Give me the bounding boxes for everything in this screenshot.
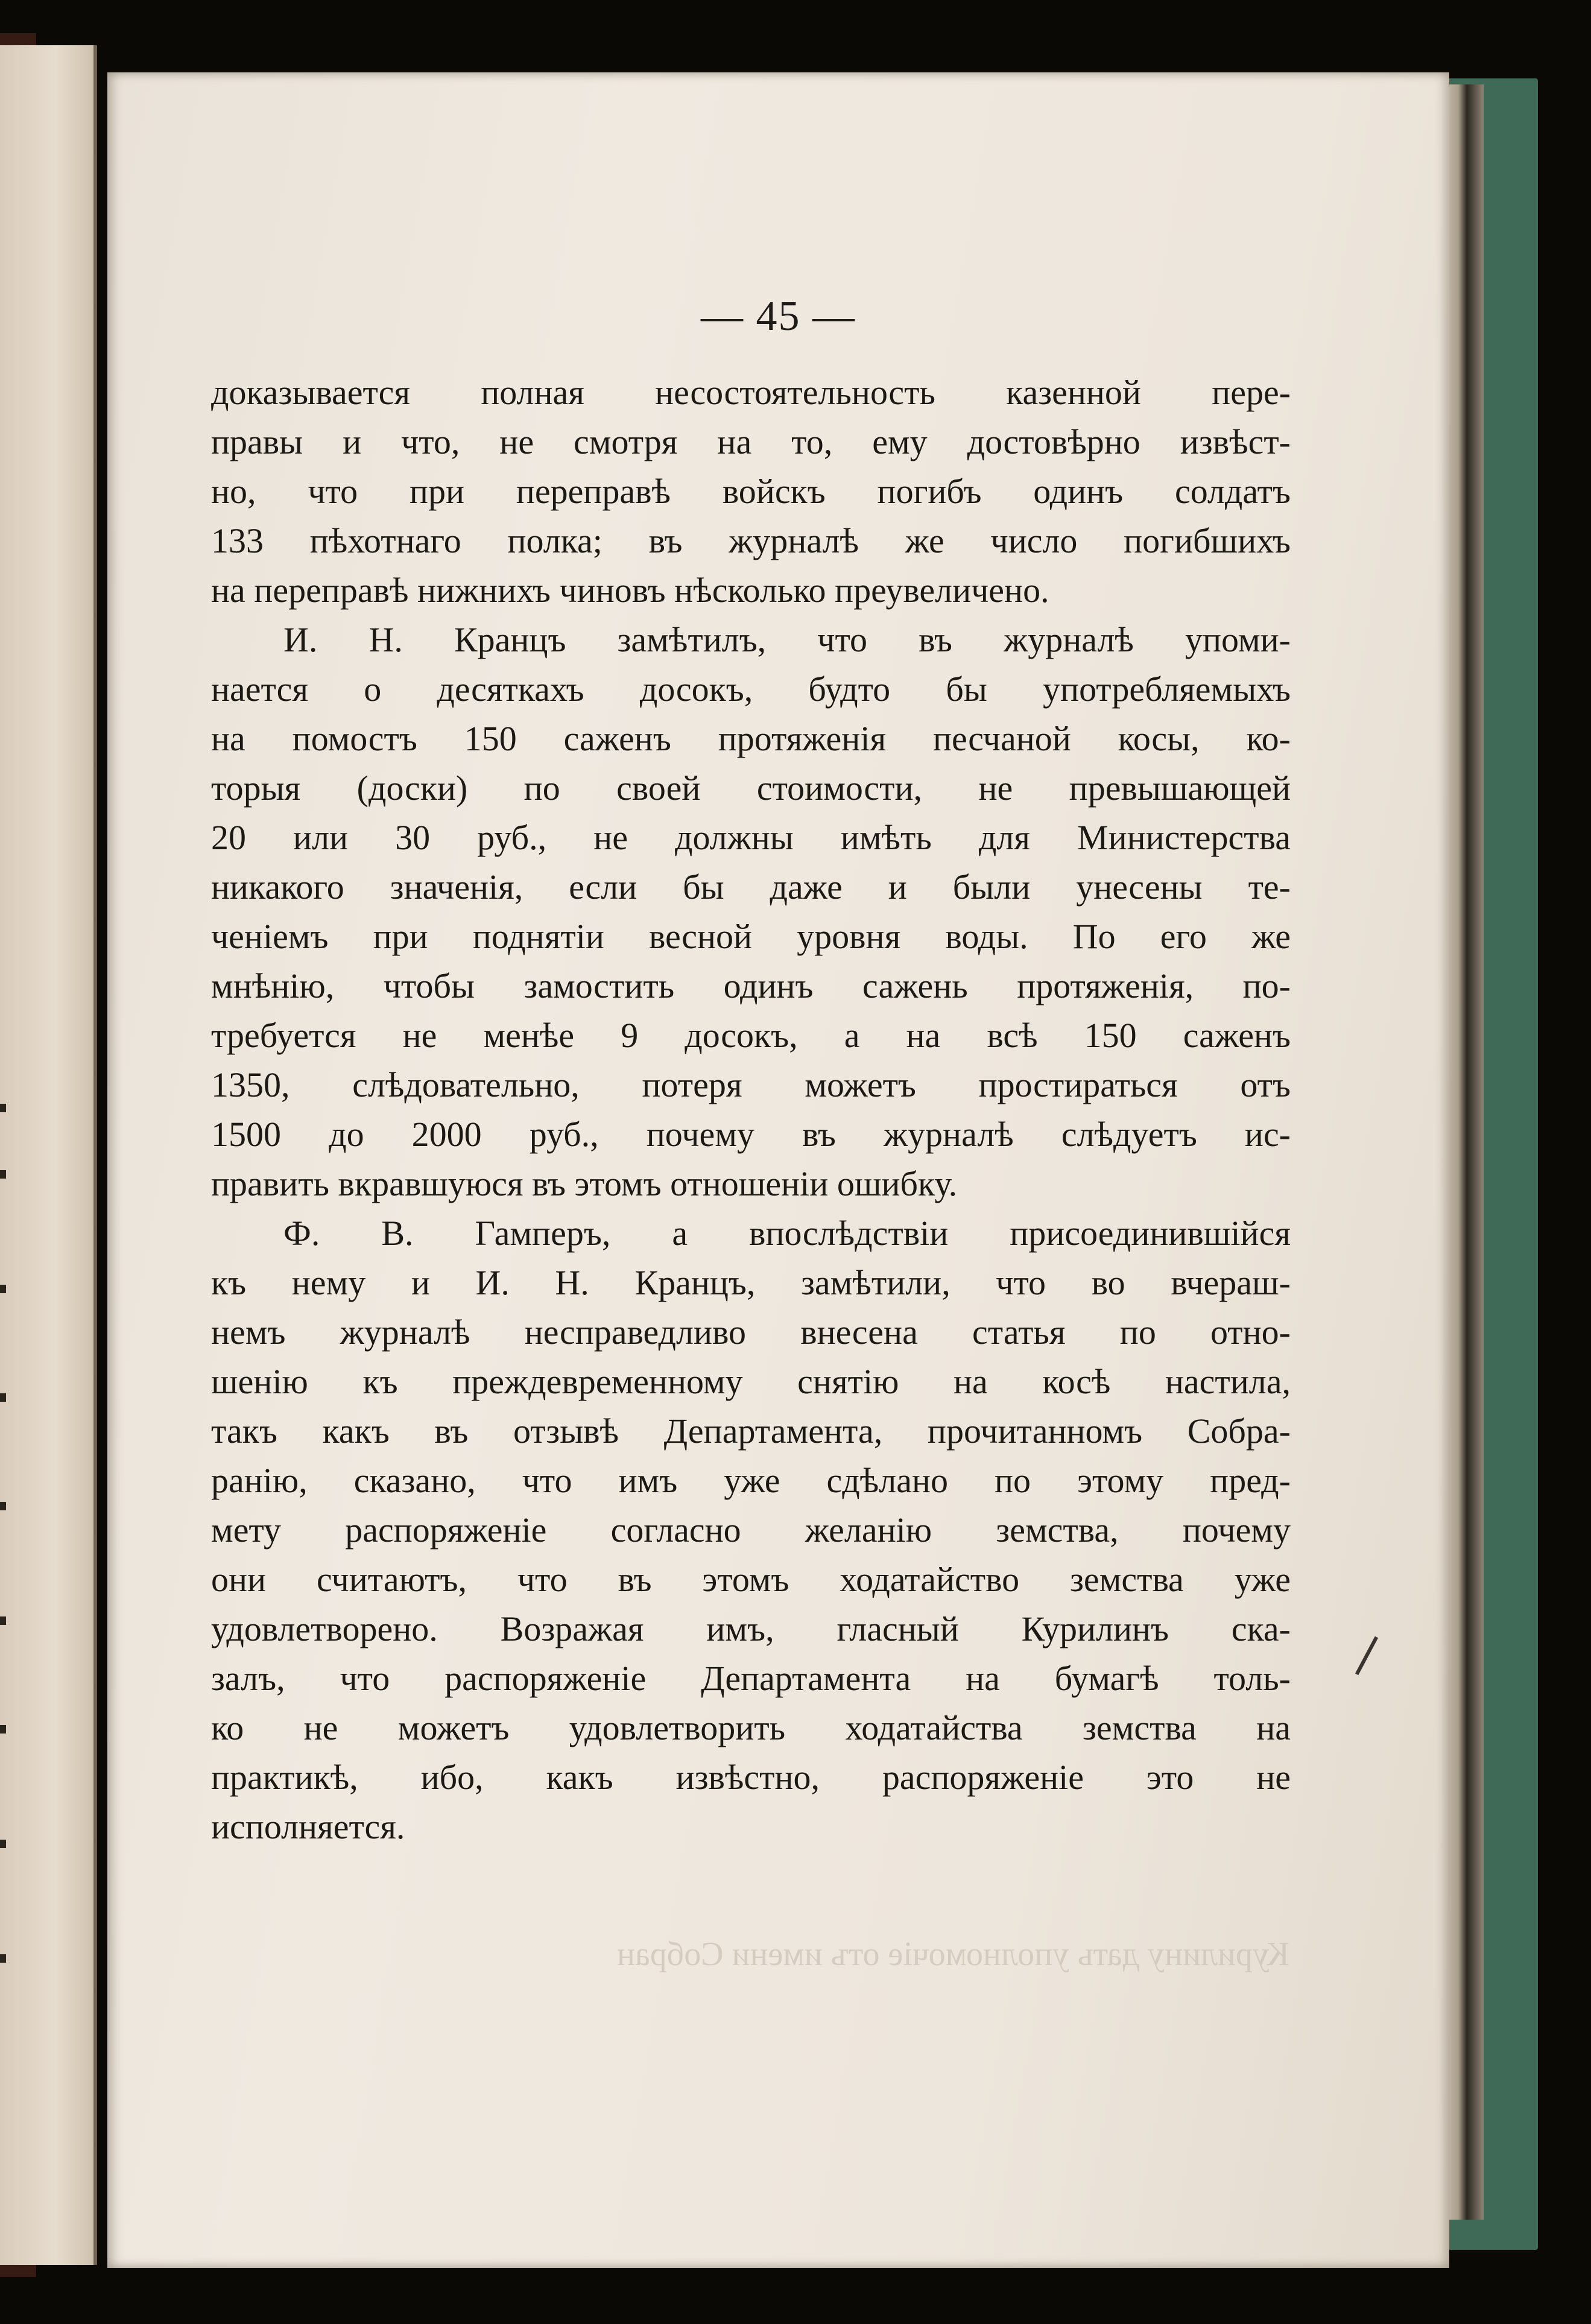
text-line: залъ, что распоряженіе Департамента на бумагѣ толь- xyxy=(211,1659,1291,1698)
page-number: — 45 — xyxy=(701,293,856,340)
text-line: 1350, слѣдовательно, потеря можетъ простираться отъ xyxy=(211,1065,1291,1104)
body-text xyxy=(211,368,1291,1852)
pencil-mark xyxy=(1355,1636,1378,1676)
text-line: 1500 до 2000 руб., почему въ журналѣ слѣдуетъ ис- xyxy=(211,1115,1291,1154)
text-line: исполняется. xyxy=(211,1807,405,1846)
text-line: но, что при переправѣ войскъ погибъ одинъ солдатъ xyxy=(211,472,1291,511)
left-page-edge xyxy=(0,45,97,2265)
text-line: на переправѣ нижнихъ чиновъ нѣсколько преувеличено. xyxy=(211,571,1049,610)
text-line: никакого значенія, если бы даже и были унесены те- xyxy=(211,867,1291,907)
text-line: 20 или 30 руб., не должны имѣть для Министерства xyxy=(211,818,1291,857)
book-page xyxy=(107,72,1449,2268)
text-line: мету распоряженіе согласно желанію земства, почему xyxy=(211,1510,1291,1550)
text-line: къ нему и И. Н. Кранцъ, замѣтили, что во вчераш- xyxy=(211,1263,1291,1302)
text-line: удовлетворено. Возражая имъ, гласный Курилинъ ска- xyxy=(211,1609,1291,1648)
text-line: мнѣнію, чтобы замостить одинъ сажень протяженія, по- xyxy=(211,966,1291,1005)
bleed-through-text: Курилину дать уполномочіе отъ имени Собран xyxy=(616,1936,1289,1973)
text-line: ранію, сказано, что имъ уже сдѣлано по этому пред- xyxy=(211,1461,1291,1500)
text-line: практикѣ, ибо, какъ извѣстно, распоряженіе это не xyxy=(211,1758,1291,1797)
text-line: ченіемъ при поднятіи весной уровня воды. По его же xyxy=(211,917,1291,956)
text-line: на помостъ 150 саженъ протяженія песчаной косы, ко- xyxy=(211,719,1291,758)
text-line: ко не можетъ удовлетворить ходатайства земства на xyxy=(211,1708,1291,1747)
text-line: такъ какъ въ отзывѣ Департамента, прочитанномъ Собра- xyxy=(211,1411,1291,1451)
text-line: 133 пѣхотнаго полка; въ журналѣ же число погибшихъ xyxy=(211,521,1291,560)
text-line: нается о десяткахъ досокъ, будто бы употребляемыхъ xyxy=(211,670,1291,709)
text-line: шенію къ преждевременному снятію на косѣ настила, xyxy=(211,1362,1291,1401)
text-line: немъ журналѣ несправедливо внесена статья по отно- xyxy=(211,1312,1291,1352)
text-line: правы и что, не смотря на то, ему достовѣрно извѣст- xyxy=(211,422,1291,461)
text-line: доказывается полная несостоятельность казенной пере- xyxy=(211,373,1291,412)
text-line: требуется не менѣе 9 досокъ, а на всѣ 150 саженъ xyxy=(211,1016,1291,1055)
text-line: торыя (доски) по своей стоимости, не превышающей xyxy=(211,768,1291,808)
paragraph-start-line: Ф. В. Гамперъ, а впослѣдствіи присоединившійся xyxy=(283,1214,1291,1253)
text-line: они считаютъ, что въ этомъ ходатайство земства уже xyxy=(211,1560,1291,1599)
text-line: править вкравшуюся въ этомъ отношеніи ошибку. xyxy=(211,1164,958,1203)
paragraph-start-line: И. Н. Кранцъ замѣтилъ, что въ журналѣ упоми- xyxy=(283,620,1291,659)
